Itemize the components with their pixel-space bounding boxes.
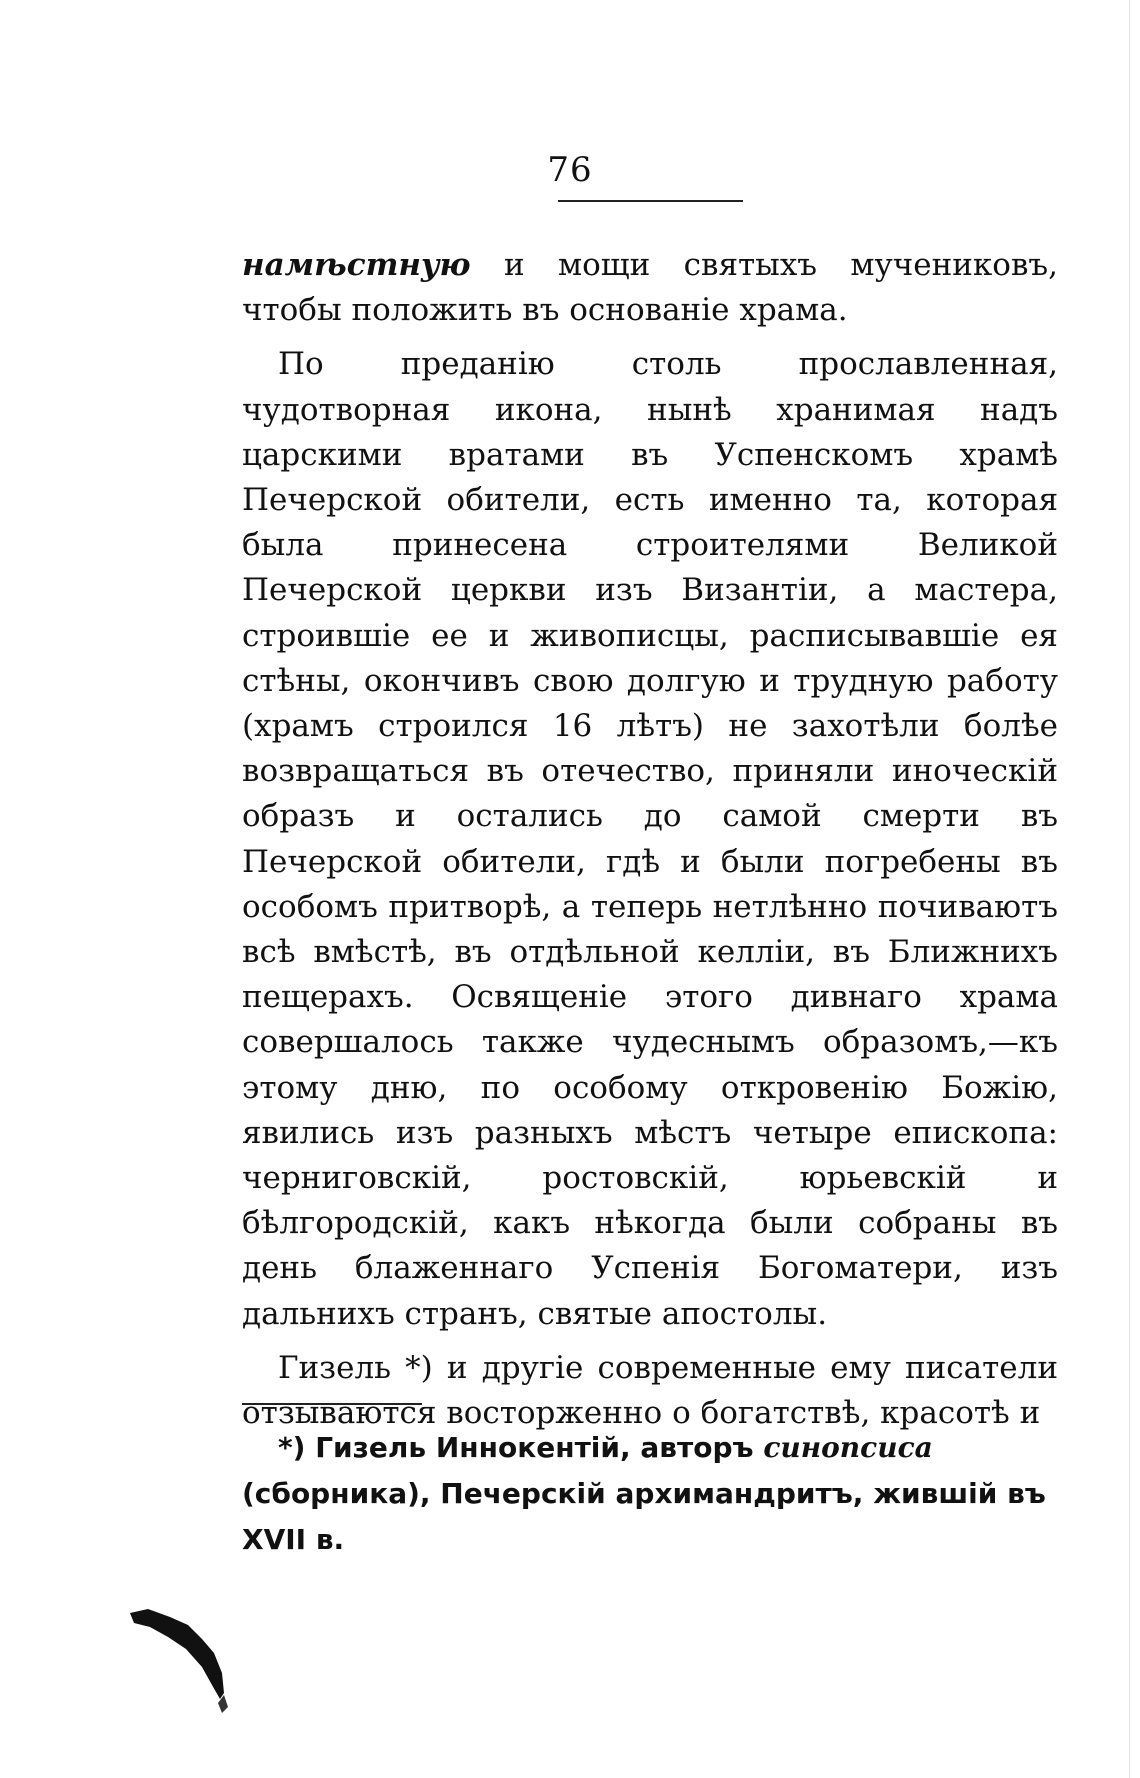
page-number-rule xyxy=(558,200,743,202)
footnote xyxy=(242,1425,1080,1563)
body-text xyxy=(242,243,1058,1436)
footnote-italic-term: синопсиса xyxy=(763,1431,933,1464)
paragraph-2: По преданію столь прославленная, чудотворная икона, нынѣ хранимая надъ царскими вратами въ Успенскомъ храмѣ Печерской обители, есть именно та, которая была принесена строителями Великой Печерской церкви изъ Византіи, а мастера, строившіе ее и живописцы, расписывавшіе ея стѣны, окончивъ свою долгую и трудную работу (храмъ строился 16 лѣтъ) не захотѣли болѣе возвращаться въ отечество, приняли иноческій образъ и остались до самой смерти въ Печерской обители, гдѣ и были погребены въ особомъ притворѣ, а теперь нетлѣнно почиваютъ всѣ вмѣстѣ, въ отдѣльной келліи, въ Ближнихъ пещерахъ. Освященіе этого дивнаго храма совершалось также чудеснымъ образомъ,—къ этому дню, по особому откровенію Божію, явились изъ разныхъ мѣстъ четыре епископа: черниговскій, ростовскій, юрьевскій и бѣлгородскій, какъ нѣкогда были собраны въ день блаженнаго Успенія Богоматери, изъ дальнихъ странъ, святые апостолы. xyxy=(242,346,1058,1332)
paragraph-3: Гизель *) и другіе современные ему писатели отзываются восторженно о богатствѣ, красотѣ и xyxy=(242,1349,1058,1432)
footnote-lead: *) Гизель Иннокентій, авторъ xyxy=(278,1431,764,1464)
footnote-paragraph xyxy=(242,1425,1080,1563)
footnote-rule xyxy=(242,1403,422,1405)
scan-blot-mark xyxy=(128,1595,258,1715)
page-number: 76 xyxy=(547,150,593,190)
paragraph-1-text: и мощи святыхъ мучениковъ, чтобы положить въ основаніе храма. xyxy=(242,247,1058,329)
paragraph-1 xyxy=(242,243,1058,333)
scan-margin-line xyxy=(1129,0,1130,1778)
paragraph-1-emphasis: намѣстную xyxy=(242,247,471,283)
footnote-tail: (сборника), Печерскій архимандритъ, жившій въ XVII в. xyxy=(242,1477,1046,1556)
